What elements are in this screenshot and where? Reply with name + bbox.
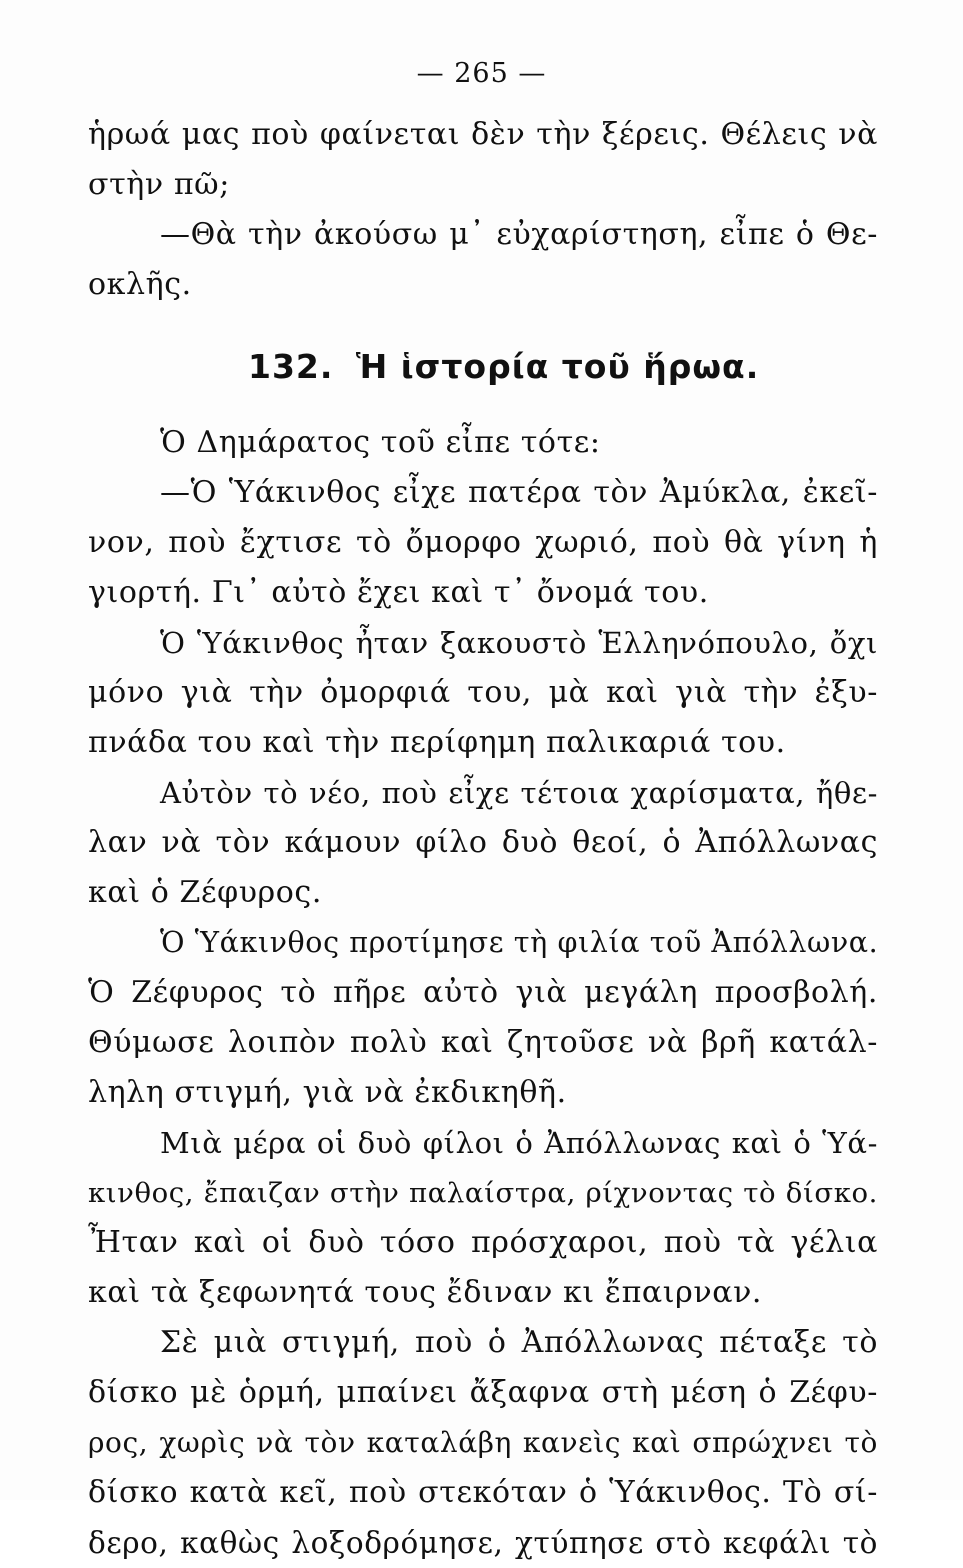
text-line: δίσκο κατὰ κεῖ, ποὺ στεκόταν ὁ Ὑάκινθος. Τὸ σί- <box>88 1475 878 1510</box>
text-line: —Ὁ Ὑάκινθος εἶχε πατέρα τὸν Ἀμύκλα, ἐκεῖ- <box>160 475 878 510</box>
text-line: Μιὰ μέρα οἱ δυὸ φίλοι ὁ Ἀπόλλωνας καὶ ὁ Ὑά- <box>160 1126 878 1160</box>
text-line: ληλη στιγμή, γιὰ νὰ ἐκδικηθῆ. <box>88 1075 567 1110</box>
text-line: Θύμωσε λοιπὸν πολὺ καὶ ζητοῦσε νὰ βρῆ κατάλ- <box>88 1025 878 1060</box>
text-line: κινθος, ἔπαιζαν στὴν παλαίστρα, ρίχνοντας τὸ δίσκο. <box>88 1177 878 1209</box>
text-line: νον, ποὺ ἔχτισε τὸ ὄμορφο χωριό, ποὺ θὰ γίνη ἡ <box>88 525 878 560</box>
text-line: καὶ τὰ ξεφωνητά τους ἔδιναν κι ἔπαιρναν. <box>88 1275 763 1310</box>
text-before-heading <box>88 110 878 310</box>
text-line: Ὁ Δημάρατος τοῦ εἶπε τότε: <box>160 425 601 460</box>
text-line: δίσκο μὲ ὁρμή, μπαίνει ἄξαφνα στὴ μέση ὁ Ζέφυ- <box>88 1375 878 1410</box>
text-after-heading <box>88 418 878 1568</box>
text-line: —Θὰ τὴν ἀκούσω μ᾽ εὐχαρίστηση, εἶπε ὁ Θε- <box>160 217 878 252</box>
text-line: πνάδα του καὶ τὴν περίφημη παλικαριά του. <box>88 725 786 760</box>
text-line: οκλῆς. <box>88 267 192 302</box>
text-line: στὴν πῶ; <box>88 167 230 202</box>
text-line: καὶ ὁ Ζέφυρος. <box>88 875 322 910</box>
text-line: ἡρωά μας ποὺ φαίνεται δὲν τὴν ξέρεις. Θέλεις νὰ <box>88 117 878 152</box>
text-line: ρος, χωρὶς νὰ τὸν καταλάβη κανεὶς καὶ σπρώχνει τὸ <box>88 1426 878 1459</box>
text-line: γιορτή. Γι᾽ αὐτὸ ἔχει καὶ τ᾽ ὄνομά του. <box>88 575 709 610</box>
text-line: Αὐτὸν τὸ νέο, ποὺ εἶχε τέτοια χαρίσματα, ἤθε- <box>160 776 878 810</box>
text-line: Σὲ μιὰ στιγμή, ποὺ ὁ Ἀπόλλωνας πέταξε τὸ <box>160 1325 878 1360</box>
text-line: δερο, καθὼς λοξοδρόμησε, χτύπησε στὸ κεφάλι τὸ <box>88 1526 878 1560</box>
section-heading <box>88 338 878 396</box>
text-line: Ἦταν καὶ οἱ δυὸ τόσο πρόσχαροι, ποὺ τὰ γέλια <box>88 1225 878 1260</box>
body-text <box>88 110 878 1568</box>
text-line: μόνο γιὰ τὴν ὀμορφιά του, μὰ καὶ γιὰ τὴν ἐξυ- <box>88 675 878 710</box>
section-title: Ἡ ἱστορία τοῦ ἥρωα. <box>355 347 760 386</box>
page-number: — 265 — <box>416 58 547 89</box>
text-line: λαν νὰ τὸν κάμουν φίλο δυὸ θεοί, ὁ Ἀπόλλωνας <box>88 825 878 860</box>
section-number: 132. <box>248 347 334 386</box>
text-line: Ὁ Ὑάκινθος προτίμησε τὴ φιλία τοῦ Ἀπόλλωνα. <box>160 926 879 959</box>
text-line: Ὁ Ὑάκινθος ἦταν ξακουστὸ Ἑλληνόπουλο, ὄχι <box>160 626 878 660</box>
text-line: Ὁ Ζέφυρος τὸ πῆρε αὐτὸ γιὰ μεγάλη προσβολή. <box>88 975 878 1010</box>
